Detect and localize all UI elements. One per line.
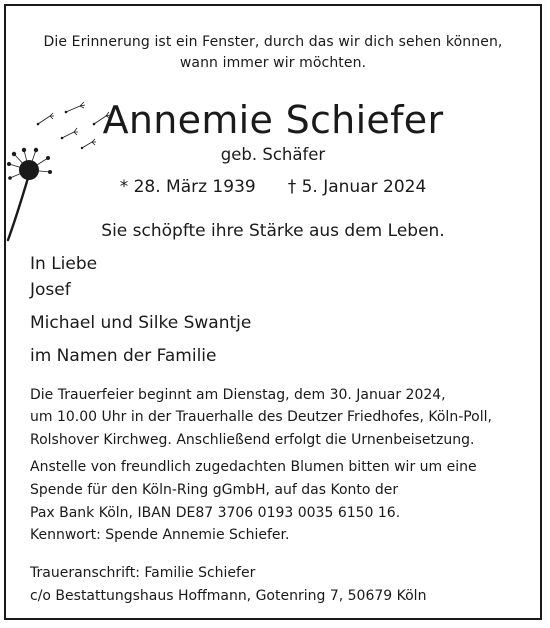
donation-line: Pax Bank Köln, IBAN DE87 3706 0193 0035 6150 16. <box>30 505 401 521</box>
signature-line: Josef <box>30 280 71 300</box>
quote: Sie schöpfte ihre Stärke aus dem Leben. <box>101 221 445 241</box>
ceremony-line: Rolshover Kirchweg. Anschließend erfolgt die Urnenbeisetzung. <box>30 432 475 448</box>
address-line: c/o Bestattungshaus Hoffmann, Gotenring 7, 50679 Köln <box>30 588 427 604</box>
ceremony-line: um 10.00 Uhr in der Trauerhalle des Deutzer Friedhofes, Köln-Poll, <box>30 409 492 425</box>
deceased-name: Annemie Schiefer <box>102 98 444 142</box>
motto-line-2: wann immer wir möchten. <box>179 55 367 71</box>
obituary-frame <box>4 4 542 620</box>
birth-date: * 28. März 1939 <box>119 177 256 197</box>
signature-line: Michael und Silke Swantje <box>30 313 252 333</box>
donation-line: Spende für den Köln-Ring gGmbH, auf das Konto der <box>30 482 399 498</box>
motto-line-1: Die Erinnerung ist ein Fenster, durch das wir dich sehen können, <box>43 34 503 50</box>
ceremony-line: Die Trauerfeier beginnt am Dienstag, dem 30. Januar 2024, <box>30 387 446 403</box>
donation-line: Anstelle von freundlich zugedachten Blumen bitten wir um eine <box>30 459 477 475</box>
birth-name: geb. Schäfer <box>220 145 326 164</box>
donation-line: Kennwort: Spende Annemie Schiefer. <box>30 527 290 543</box>
signature-line: im Namen der Familie <box>30 346 217 366</box>
address-line: Traueranschrift: Familie Schiefer <box>30 565 256 581</box>
signature-line: In Liebe <box>30 254 98 274</box>
death-date: † 5. Januar 2024 <box>287 177 427 197</box>
life-dates <box>6 175 540 199</box>
